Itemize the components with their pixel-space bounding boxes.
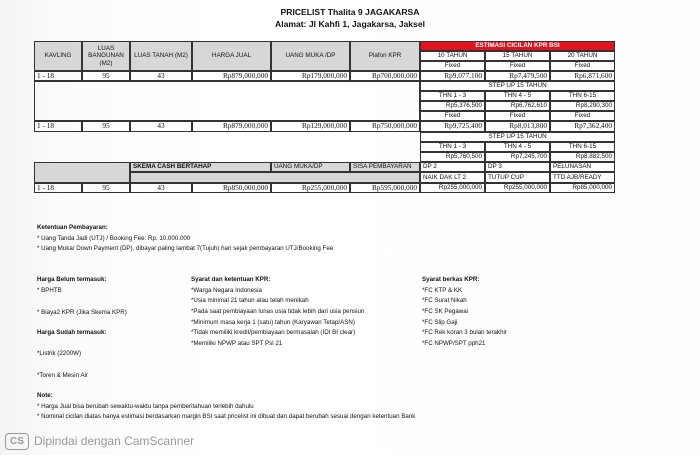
kpr1-kavling: 1 - 18: [34, 71, 82, 81]
berkas-kpr-item: *FC Slip Gaji: [422, 319, 458, 326]
kpr2-step-4-5: Rp7,245,700: [485, 152, 550, 162]
syarat-kpr-item: *Warga Negara Indonesia: [191, 287, 262, 294]
thn-6-15-label: THN 6-15: [550, 142, 615, 152]
kpr1-luas-bangunan: 95: [82, 71, 130, 81]
cash-header-dp3-stage: TUTUP CUP: [485, 172, 550, 183]
cash-dp2: Rp255,000,000: [420, 183, 485, 193]
kpr1-cicilan-10: Rp9,077,100: [420, 71, 485, 81]
header-15-tahun: 15 TAHUN: [485, 51, 550, 61]
address: Alamat: Jl Kahfi 1, Jagakarsa, Jaksel: [275, 19, 425, 29]
fixed-label: Fixed: [420, 61, 485, 71]
syarat-kpr-item: *Pada saat pembiayaan lunas usia tidak lebih dari usia pensiun: [191, 308, 365, 315]
kpr2-harga-jual: Rp879,000,000: [192, 121, 271, 132]
ketentuan-line: * Uang Muka/ Down Payment (DP), dibayar paling lambat 7(Tujuh) hari sejak pembayaran UTJ/Booking Fee: [37, 245, 334, 252]
thn-4-5-label: THN 4 - 5: [485, 142, 550, 152]
page-title: PRICELIST Thalita 9 JAGAKARSA: [280, 7, 420, 17]
cash-header-dp2: DP 2: [420, 162, 485, 172]
thn-6-15-label: THN 6-15: [550, 91, 615, 101]
cash-sisa: Rp595,000,000: [350, 183, 420, 193]
header-uang-muka: UANG MUKA /DP: [271, 41, 350, 71]
cash-luas-tanah: 43: [130, 183, 192, 193]
header-estimasi-cicilan: ESTIMASI CICILAN KPR BSI: [420, 41, 615, 51]
fixed-label: Fixed: [485, 111, 550, 121]
fixed-label: Fixed: [550, 61, 615, 71]
spacer-block: [34, 81, 420, 121]
ketentuan-line: * Uang Tanda Jadi (UTJ) / Booking Fee: Rp. 10.000.000: [37, 235, 191, 242]
note-line: * Harga Jual bisa berubah sewaktu-waktu tanpa pemberitahuan terlebih dahulu: [37, 403, 254, 410]
cash-header-sisa: SISA PEMBAYARAN: [350, 162, 420, 172]
cash-luas-bangunan: 95: [82, 183, 130, 193]
kpr2-step-1-3: Rp5,760,500: [420, 152, 485, 162]
kpr2-kavling: 1 - 18: [34, 121, 82, 132]
kpr2-cicilan-15: Rp8,013,800: [485, 121, 550, 132]
syarat-kpr-heading: Syarat dan ketentuan KPR:: [191, 276, 271, 283]
cash-header-pelunasan-stage: TTD AJB/READY: [550, 172, 615, 183]
kpr2-plafon: Rp750,000,000: [350, 121, 420, 132]
kpr1-cicilan-20: Rp6,871,600: [550, 71, 615, 81]
cash-header-dp2-stage: NAIK DAK LT 2: [420, 172, 485, 183]
syarat-kpr-item: *Usia minimal 21 tahun atau telah menikah: [191, 297, 309, 304]
fixed-label: Fixed: [420, 111, 485, 121]
syarat-kpr-item: *Memiliki NPWP atau SPT Psl 21: [191, 340, 283, 347]
cash-dp3: Rp255,000,000: [485, 183, 550, 193]
cash-header-skema: SKEMA CASH BERTAHAP: [130, 162, 271, 172]
cash-harga-jual: Rp850,000,000: [192, 183, 271, 193]
header-luas-bangunan: LUAS BANGUNAN (M2): [82, 41, 130, 71]
harga-sudah-heading: Harga Sudah termasuk:: [37, 329, 107, 336]
berkas-kpr-item: *FC KTP & KK: [422, 287, 463, 294]
syarat-kpr-item: *Minimum masa kerja 1 (satu) tahun (Karyawan Tetap/ASN): [191, 319, 355, 326]
kpr1-step-6-15: Rp8,290,300: [550, 101, 615, 111]
kpr1-plafon: Rp700,000,000: [350, 71, 420, 81]
cash-header-dp: UANG MUKA/DP: [271, 162, 350, 172]
note-line: * Nominal cicilan diatas hanya estimasi berdasarkan margin BSI saat pricelist ini dibuat dan dapat berubah sesuai dengan ketentuan Bank: [37, 413, 416, 420]
cash-header-filler: [130, 172, 420, 183]
camscanner-watermark: [0, 427, 700, 455]
thn-1-3-label: THN 1 - 3: [420, 142, 485, 152]
fixed-label: Fixed: [485, 61, 550, 71]
harga-sudah-item: *Toren & Mesin Air: [37, 372, 88, 379]
cash-header-dp3: DP 3: [485, 162, 550, 172]
cash-pelunasan: Rp85,000,000: [550, 183, 615, 193]
cash-header-blank: [34, 162, 130, 183]
berkas-kpr-item: *FC Surat Nikah: [422, 297, 467, 304]
harga-belum-item: * Biaya2 KPR (Jika Skema KPR): [37, 309, 127, 316]
harga-sudah-item: *Listrik (2200W): [37, 350, 82, 357]
berkas-kpr-item: *FC NPWP/SPT pph21: [422, 340, 486, 347]
berkas-kpr-heading: Syarat berkas KPR:: [422, 276, 480, 283]
header-20-tahun: 20 TAHUN: [550, 51, 615, 61]
fixed-label: Fixed: [550, 111, 615, 121]
kpr2-uang-muka: Rp129,000,000: [271, 121, 350, 132]
thn-4-5-label: THN 4 - 5: [485, 91, 550, 101]
camscanner-text: Dipindai dengan CamScanner: [34, 434, 195, 448]
kpr2-cicilan-20: Rp7,362,400: [550, 121, 615, 132]
berkas-kpr-item: *FC SK Pegawai: [422, 308, 469, 315]
header-harga-jual: HARGA JUAL: [192, 41, 271, 71]
harga-belum-item: * BPHTB: [37, 287, 62, 294]
kpr1-harga-jual: Rp879,000,000: [192, 71, 271, 81]
harga-belum-heading: Harga Belum termasuk:: [37, 276, 107, 283]
cash-kavling: 1 - 18: [34, 183, 82, 193]
kpr2-step-6-15: Rp8,882,500: [550, 152, 615, 162]
header-plafon-kpr: Plafon KPR: [350, 41, 420, 71]
thn-1-3-label: THN 1 - 3: [420, 91, 485, 101]
header-luas-tanah: LUAS TANAH (M2): [130, 41, 192, 71]
kpr1-luas-tanah: 43: [130, 71, 192, 81]
header-kavling: KAVLING: [34, 41, 82, 71]
berkas-kpr-item: *FC Rek koran 3 bulan terakhir: [422, 329, 507, 336]
note-heading: Note:: [37, 392, 53, 399]
kpr2-cicilan-10: Rp9,725,400: [420, 121, 485, 132]
kpr1-cicilan-15: Rp7,479,500: [485, 71, 550, 81]
kpr1-step-4-5: Rp6,762,610: [485, 101, 550, 111]
ketentuan-heading: Ketentuan Pembayaran:: [37, 224, 108, 231]
step-up-header: STEP UP 15 TAHUN: [420, 81, 615, 91]
cash-header-pelunasan: PELUNASAN: [550, 162, 615, 172]
header-10-tahun: 10 TAHUN: [420, 51, 485, 61]
camscanner-logo: CS: [5, 433, 29, 450]
kpr2-luas-tanah: 43: [130, 121, 192, 132]
kpr1-uang-muka: Rp179,000,000: [271, 71, 350, 81]
cash-uang-muka: Rp255,000,000: [271, 183, 350, 193]
syarat-kpr-item: *Tidak memiliki kredit/pembiayaan bermasalah (IDI BI clear): [191, 329, 356, 336]
kpr1-step-1-3: Rp5,376,500: [420, 101, 485, 111]
step-up-header: STEP UP 15 TAHUN: [420, 132, 615, 142]
kpr2-luas-bangunan: 95: [82, 121, 130, 132]
